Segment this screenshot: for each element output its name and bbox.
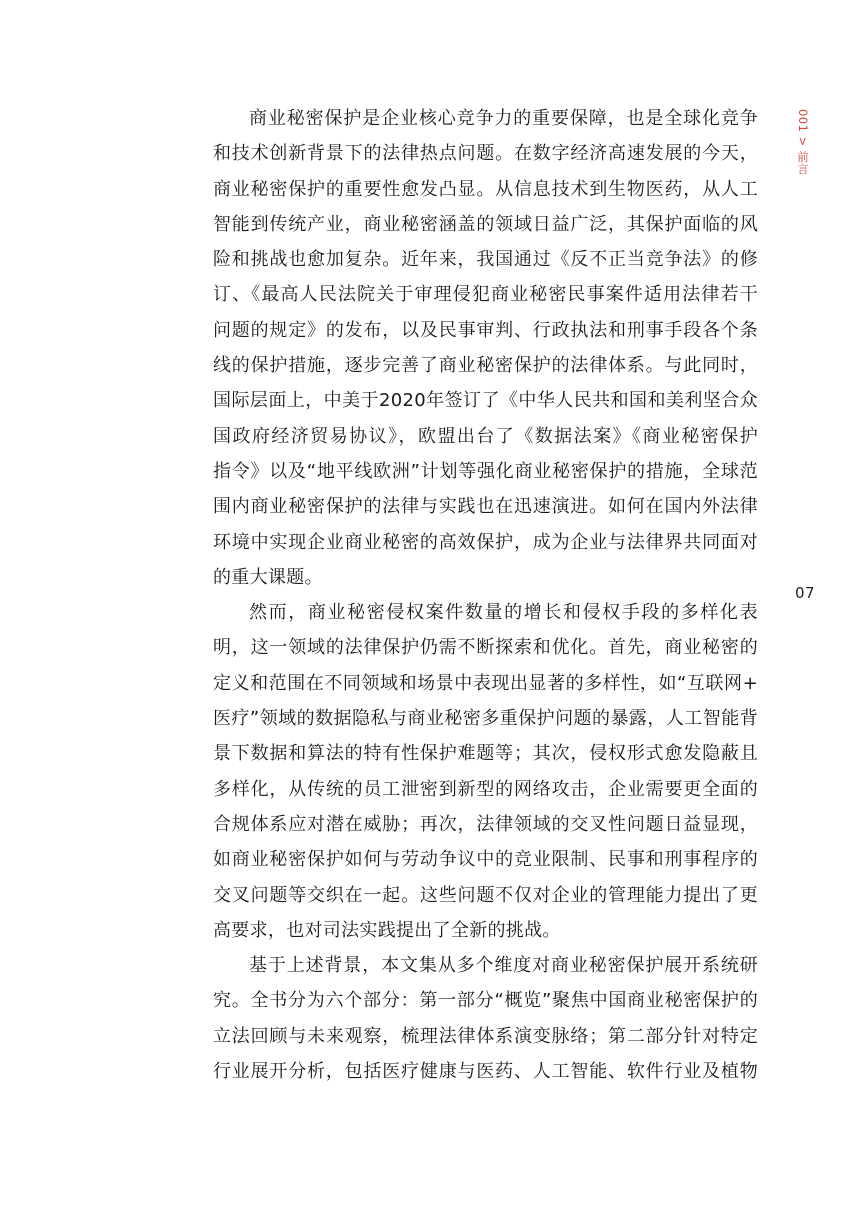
text-line: 医疗”领域的数据隐私与商业秘密多重保护问题的暴露，人工智能背 (213, 708, 758, 730)
text-line: 高要求，也对司法实践提出了全新的挑战。 (213, 919, 561, 941)
text-line: 合规体系应对潜在威胁；再次，法律领域的交叉性问题日益显现， (213, 813, 758, 835)
text-line: 景下数据和算法的特有性保护难题等；其次，侵权形式愈发隐蔽且 (213, 743, 758, 765)
text-line: 商业秘密保护的重要性愈发凸显。从信息技术到生物医药，从人工 (213, 178, 758, 200)
text-line: 的重大课题。 (213, 566, 323, 588)
text-line: 订、《最高人民法院关于审理侵犯商业秘密民事案件适用法律若干 (213, 284, 758, 306)
text-line: 围内商业秘密保护的法律与实践也在迅速演进。如何在国内外法律 (213, 496, 758, 518)
text-line: 环境中实现企业商业秘密的高效保护，成为企业与法律界共同面对 (213, 531, 758, 553)
text-line: 交叉问题等交织在一起。这些问题不仅对企业的管理能力提出了更 (213, 884, 758, 906)
text-line: 行业展开分析，包括医疗健康与医药、人工智能、软件行业及植物 (213, 1061, 758, 1083)
running-header-chapter: 001 > 前言 (796, 109, 810, 175)
text-line: 和技术创新背景下的法律热点问题。在数字经济高速发展的今天， (213, 143, 758, 165)
text-line: 险和挑战也愈加复杂。近年来，我国通过《反不正当竞争法》的修 (213, 249, 758, 271)
text-line: 国际层面上，中美于2020年签订了《中华人民共和国和美利坚合众 (213, 390, 758, 412)
text-line: 问题的规定》的发布，以及民事审判、行政执法和刑事手段各个条 (213, 319, 758, 341)
text-line: 然而，商业秘密侵权案件数量的增长和侵权手段的多样化表 (249, 602, 758, 624)
text-line: 商业秘密保护是企业核心竞争力的重要保障，也是全球化竞争 (249, 108, 758, 129)
text-line: 定义和范围在不同领域和场景中表现出显著的多样性，如“互联网+ (213, 672, 758, 694)
text-line: 指令》以及“地平线欧洲”计划等强化商业秘密保护的措施，全球范 (213, 460, 758, 482)
body-text (213, 101, 758, 1089)
text-line: 究。全书分为六个部分：第一部分“概览”聚焦中国商业秘密保护的 (213, 990, 758, 1012)
text-line: 立法回顾与未来观察，梳理法律体系演变脉络；第二部分针对特定 (213, 1025, 758, 1047)
text-line: 线的保护措施，逐步完善了商业秘密保护的法律体系。与此同时， (213, 355, 758, 377)
text-line: 国政府经济贸易协议》，欧盟出台了《数据法案》《商业秘密保护 (213, 425, 758, 447)
text-line: 基于上述背景，本文集从多个维度对商业秘密保护展开系统研 (249, 955, 758, 977)
text-line: 如商业秘密保护如何与劳动争议中的竞业限制、民事和刑事程序的 (213, 849, 758, 871)
text-line: 明，这一领域的法律保护仍需不断探索和优化。首先，商业秘密的 (213, 637, 758, 659)
page-number: 07 (795, 584, 816, 602)
text-line: 智能到传统产业，商业秘密涵盖的领域日益广泛，其保护面临的风 (213, 213, 758, 235)
text-line: 多样化，从传统的员工泄密到新型的网络攻击，企业需要更全面的 (213, 778, 758, 800)
